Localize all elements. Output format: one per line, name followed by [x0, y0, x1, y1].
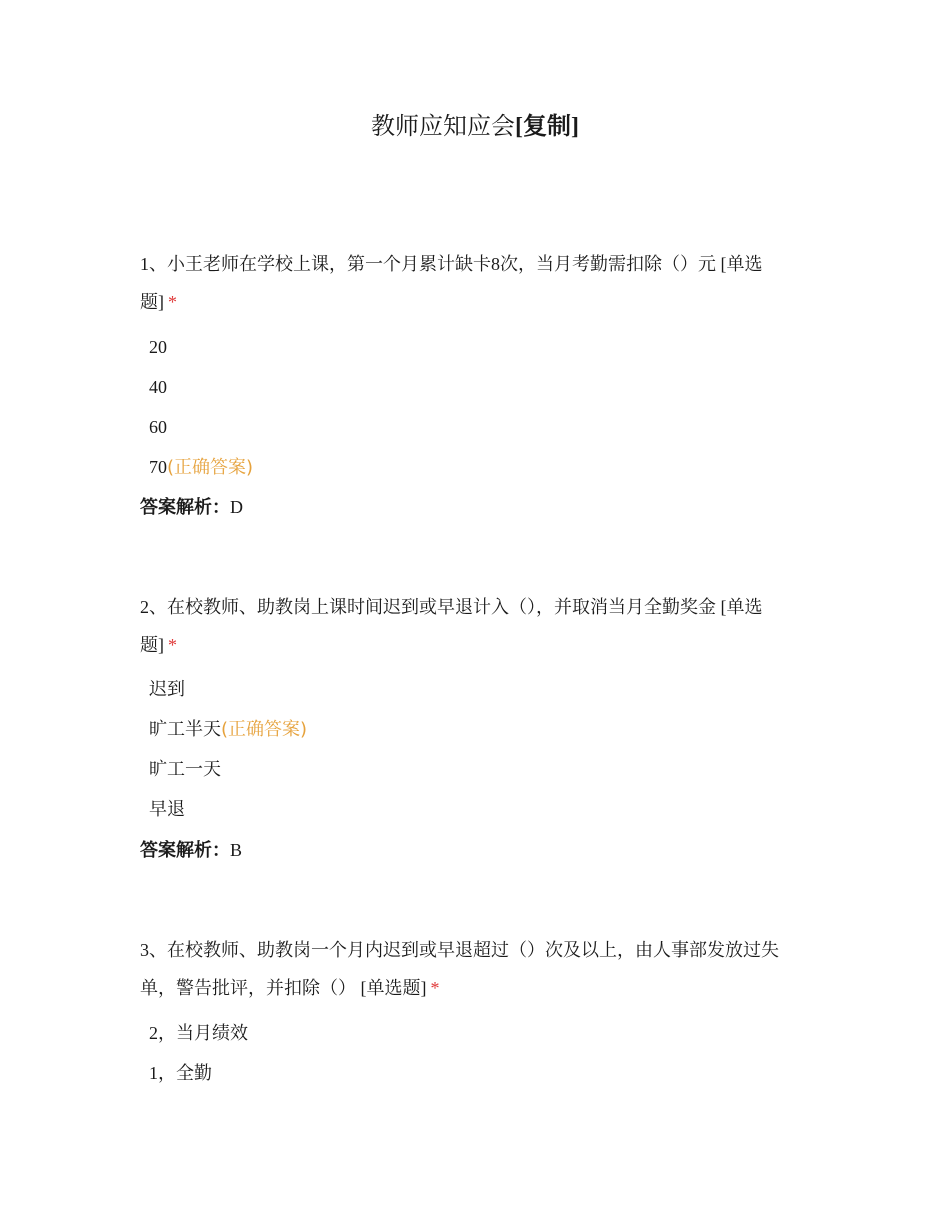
question-text-line2: 题] [140, 292, 164, 312]
question-text [140, 931, 810, 1007]
analysis-label: 答案解析： [140, 840, 230, 861]
analysis-value: B [230, 840, 243, 860]
required-mark: * [168, 292, 177, 312]
option-item-correct[interactable]: 旷工半天(正确答案) [149, 719, 308, 740]
answer-analysis [140, 830, 810, 871]
page-title [0, 111, 950, 142]
option-item[interactable]: 20 [149, 337, 167, 357]
option-list [140, 327, 810, 487]
question-text-line1: 3、在校教师、助教岗一个月内迟到或早退超过（）次及以上，由人事部发放过失 [140, 940, 779, 960]
question-3 [140, 931, 810, 1093]
question-text-line2: 题] [140, 635, 164, 655]
analysis-value: D [230, 497, 243, 517]
question-text [140, 588, 810, 664]
option-item-correct[interactable]: 70(正确答案) [149, 457, 254, 478]
option-item[interactable]: 迟到 [149, 679, 185, 700]
correct-answer-tag: (正确答案) [167, 457, 254, 478]
required-mark: * [168, 635, 177, 655]
question-text-line1: 1、小王老师在学校上课，第一个月累计缺卡8次，当月考勤需扣除（）元 [单选 [140, 254, 763, 274]
title-text: 教师应知应会 [371, 112, 515, 140]
question-1 [140, 245, 810, 528]
question-text [140, 245, 810, 321]
required-mark: * [430, 978, 440, 998]
correct-answer-tag: (正确答案) [221, 719, 308, 740]
question-text-line2: 单，警告批评，并扣除（） [单选题] [140, 978, 427, 998]
option-item[interactable]: 旷工一天 [149, 759, 221, 780]
analysis-label: 答案解析： [140, 497, 230, 518]
option-item[interactable]: 早退 [149, 799, 185, 820]
option-item[interactable]: 40 [149, 377, 167, 397]
question-2 [140, 588, 810, 871]
answer-analysis [140, 487, 810, 528]
question-text-line1: 2、在校教师、助教岗上课时间迟到或早退计入（），并取消当月全勤奖金 [单选 [140, 597, 763, 617]
option-item[interactable]: 60 [149, 417, 167, 437]
option-list [140, 1013, 810, 1093]
option-list [140, 670, 810, 830]
option-item[interactable]: 2，当月绩效 [149, 1023, 248, 1043]
option-item[interactable]: 1，全勤 [149, 1063, 212, 1083]
title-suffix: [复制] [515, 114, 579, 140]
